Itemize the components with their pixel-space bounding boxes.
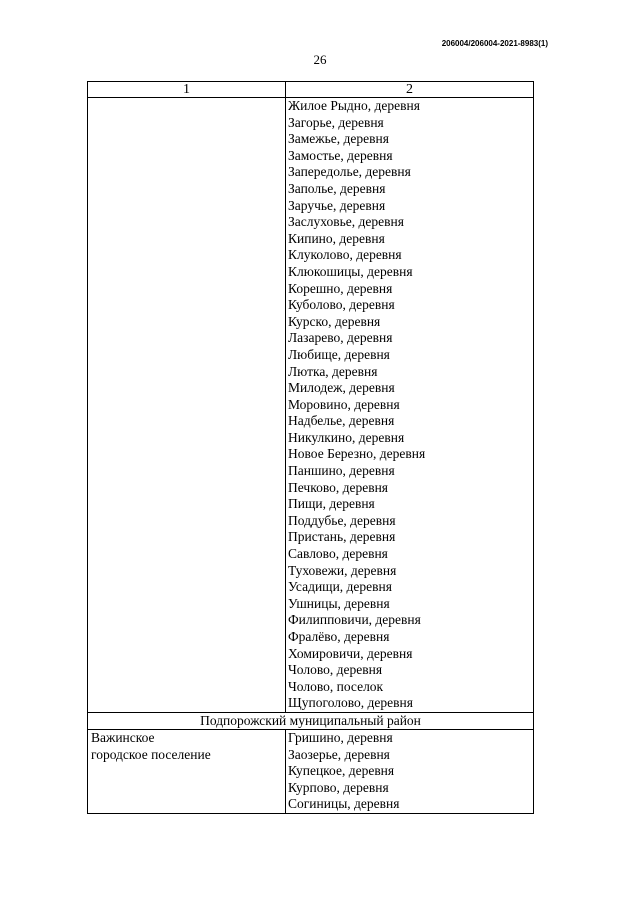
table-header-row — [88, 82, 534, 98]
settlement-name — [88, 98, 285, 115]
locality-item: Милодеж, деревня — [288, 380, 395, 396]
locality-item: Заручье, деревня — [288, 197, 386, 213]
locality-item: Лазарево, деревня — [288, 330, 393, 346]
locality-item: Усадищи, деревня — [288, 579, 392, 595]
settlements-table — [87, 81, 534, 814]
locality-item: Клуколово, деревня — [288, 247, 402, 263]
table-row — [88, 729, 534, 813]
locality-item: Заслуховье, деревня — [288, 214, 404, 230]
settlement-cell — [88, 729, 286, 813]
locality-item: Заполье, деревня — [288, 180, 386, 196]
locality-item: Печково, деревня — [288, 479, 389, 495]
locality-item: Курпово, деревня — [288, 779, 389, 795]
locality-item: Замостье, деревня — [288, 147, 393, 163]
locality-item: Чолово, деревня — [288, 662, 383, 678]
column-header-2: 2 — [286, 82, 534, 98]
localities-cell — [286, 729, 534, 813]
locality-item: Моровино, деревня — [288, 396, 400, 412]
locality-item: Лютка, деревня — [288, 363, 378, 379]
locality-item: Корешно, деревня — [288, 280, 393, 296]
region-title: Подпорожский муниципальный район — [88, 712, 534, 729]
locality-item: Никулкино, деревня — [288, 429, 405, 445]
locality-item: Загорье, деревня — [288, 114, 384, 130]
locality-item: Куболово, деревня — [288, 297, 395, 313]
locality-item: Фралёво, деревня — [288, 629, 390, 644]
page-number: 26 — [313, 52, 327, 67]
locality-item: Хомировичи, деревня — [288, 645, 413, 661]
document-number: 206004/206004-2021-8983(1) — [441, 39, 548, 48]
locality-item: Курско, деревня — [288, 313, 381, 329]
locality-item: Клюкошицы, деревня — [288, 263, 413, 279]
locality-item: Гришино, деревня — [288, 729, 393, 745]
locality-item: Любище, деревня — [288, 346, 390, 362]
locality-item: Замежье, деревня — [288, 131, 389, 147]
settlement-name-line: Важинское — [91, 729, 155, 745]
locality-item: Пищи, деревня — [288, 496, 375, 512]
locality-item: Савлово, деревня — [288, 546, 388, 562]
locality-item: Купецкое, деревня — [288, 763, 395, 779]
region-row — [88, 712, 534, 729]
locality-item: Новое Березно, деревня — [288, 446, 426, 462]
locality-item: Кипино, деревня — [288, 230, 385, 246]
locality-item: Щупоголово, деревня — [288, 695, 413, 711]
column-header-1: 1 — [88, 82, 286, 98]
locality-item: Надбелье, деревня — [288, 413, 395, 429]
locality-item: Запередолье, деревня — [288, 164, 411, 180]
locality-item: Чолово, поселок — [288, 678, 384, 694]
settlement-cell — [88, 98, 286, 713]
locality-item: Филипповичи, деревня — [288, 612, 421, 628]
locality-item: Жилое Рыдно, деревня — [288, 98, 420, 113]
localities-cell — [286, 98, 534, 713]
settlement-name-line: городское поселение — [91, 746, 211, 762]
locality-item: Пристань, деревня — [288, 529, 396, 545]
table-row — [88, 98, 534, 713]
locality-item: Ушницы, деревня — [288, 595, 390, 611]
locality-item: Согиницы, деревня — [288, 796, 400, 812]
locality-item: Поддубье, деревня — [288, 512, 396, 528]
locality-item: Туховежи, деревня — [288, 562, 397, 578]
locality-item: Заозерье, деревня — [288, 746, 390, 762]
locality-item: Паншино, деревня — [288, 463, 395, 479]
